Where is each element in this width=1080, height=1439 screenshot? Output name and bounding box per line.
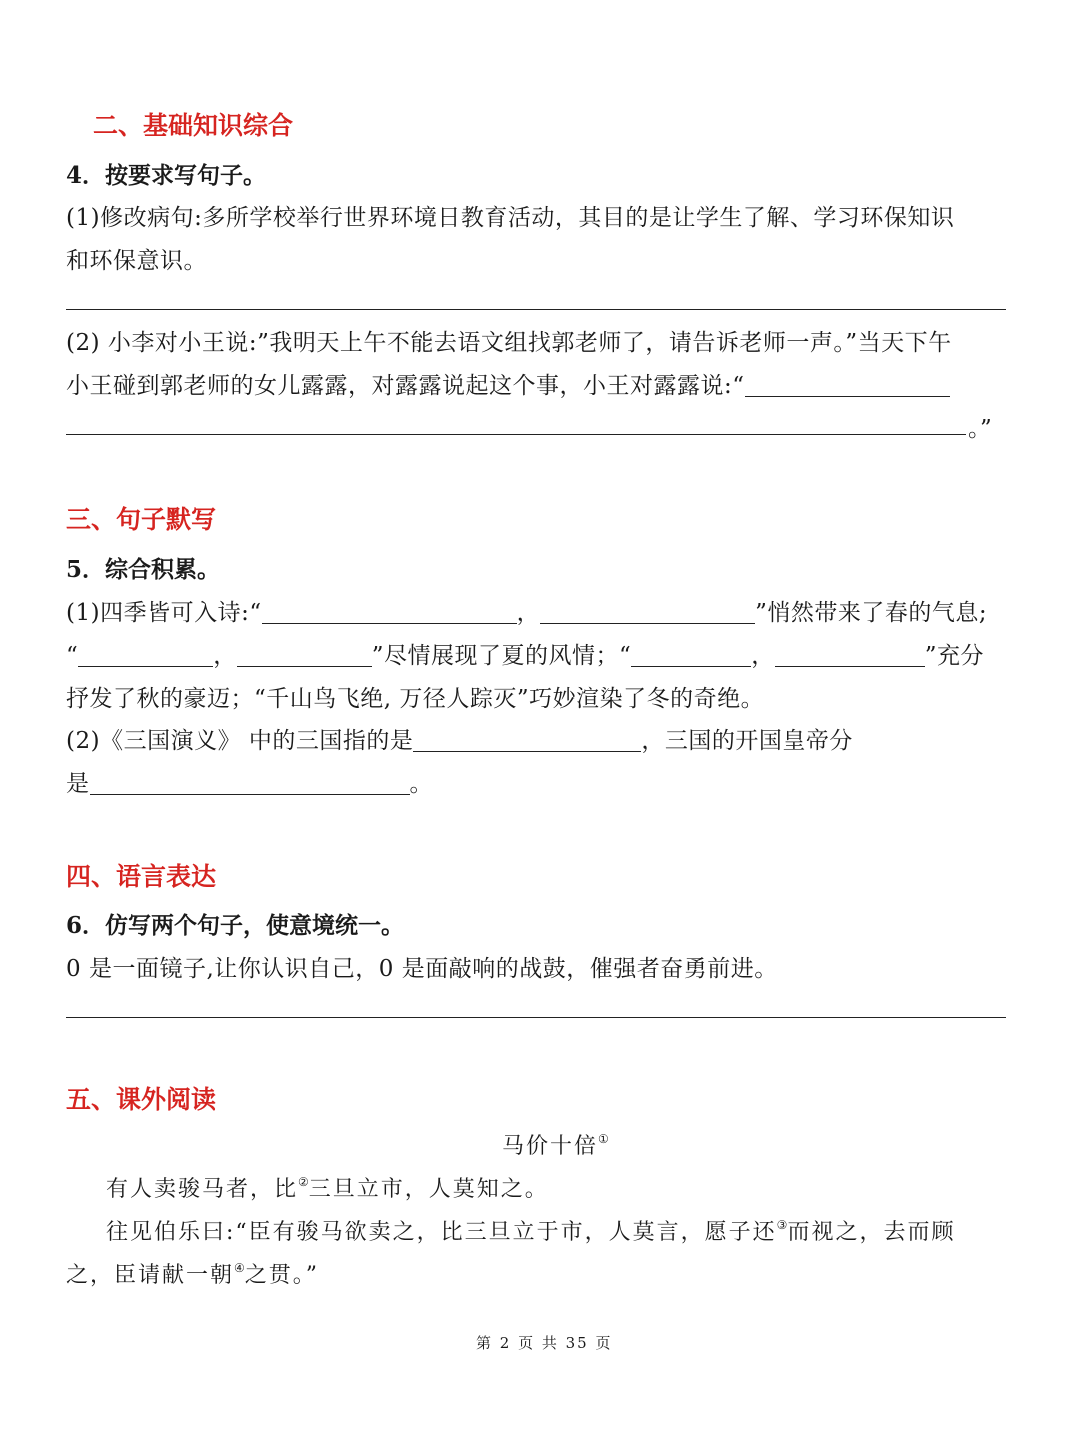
- question-5-title: 5．综合积累。: [66, 556, 221, 583]
- comma: ，: [213, 643, 237, 669]
- q5-2-middle: ，三国的开国皇帝分: [641, 728, 853, 754]
- q5-1-summer-suffix: ”尽情展现了夏的风情；“: [371, 643, 632, 669]
- passage-title: [502, 1129, 609, 1160]
- p3-text-b: 之贯。”: [244, 1263, 320, 1288]
- question-6-title: 6．仿写两个句子，使意境统一。: [66, 912, 405, 939]
- question-5-2-line1: [66, 722, 853, 755]
- answer-blank-spring-2[interactable]: [540, 601, 755, 624]
- p2-text-a: 往见伯乐曰:“臣有骏马欲卖之，比三旦立于市，人莫言，愿子还: [106, 1220, 777, 1245]
- footnote-marker-3: ③: [776, 1218, 788, 1232]
- question-4-title: 4．按要求写句子。: [66, 162, 267, 189]
- question-4-2-text: 小王碰到郭老师的女儿露露，对露露说起这个事，小王对露露说:“: [66, 373, 745, 399]
- answer-blank-4-2a[interactable]: [745, 374, 950, 397]
- comma: ，: [751, 643, 775, 669]
- answer-blank-three-kingdoms[interactable]: [413, 729, 641, 752]
- q5-2-prefix: (2)《三国演义》 中的三国指的是: [66, 728, 414, 754]
- footnote-marker-1: ①: [598, 1132, 609, 1146]
- question-4-1-line2: 和环保意识。: [66, 248, 207, 274]
- section-3-heading: 三、句子默写: [66, 505, 217, 534]
- p1-text-b: 三旦立市，人莫知之。: [308, 1177, 549, 1202]
- question-4-1-line1: (1)修改病句:多所学校举行世界环境日教育活动，其目的是让学生了解、学习环保知识: [66, 205, 955, 231]
- answer-blank-emperors[interactable]: [90, 772, 410, 795]
- q5-1-autumn-suffix: ”充分: [924, 643, 985, 669]
- open-quote: “: [66, 643, 79, 669]
- question-5-1-line3: 抒发了秋的豪迈；“千山鸟飞绝, 万径人踪灭”巧妙渲染了冬的奇绝。: [66, 686, 765, 712]
- q5-1-spring-suffix: ”悄然带来了春的气息;: [755, 600, 988, 626]
- passage-paragraph-1: [106, 1172, 549, 1203]
- q5-1-prefix: (1)四季皆可入诗:“: [66, 600, 262, 626]
- question-6-text: 0 是一面镜子,让你认识自己，0 是面敲响的战鼓，催强者奋勇前进。: [66, 956, 778, 982]
- answer-line-4-2b[interactable]: [66, 434, 966, 435]
- passage-paragraph-2-line1: [106, 1215, 955, 1246]
- question-4-2-end: 。”: [968, 416, 993, 442]
- passage-paragraph-2-line2: [66, 1258, 319, 1289]
- footnote-marker-2: ②: [298, 1175, 309, 1189]
- comma: ，: [516, 600, 541, 626]
- section-4-heading: 四、语言表达: [66, 862, 217, 891]
- page-number: 第 2 页 共 35 页: [476, 1334, 613, 1352]
- answer-blank-summer-2[interactable]: [237, 644, 372, 667]
- p3-text-a: 之，臣请献一朝: [66, 1263, 235, 1288]
- passage-title-text: 马价十倍: [502, 1134, 599, 1159]
- answer-blank-summer-1[interactable]: [78, 644, 213, 667]
- p1-text-a: 有人卖骏马者，比: [106, 1177, 299, 1202]
- answer-line-6[interactable]: [66, 1017, 1006, 1018]
- answer-blank-spring-1[interactable]: [262, 601, 517, 624]
- section-2-heading: 二、基础知识综合: [93, 111, 294, 140]
- answer-blank-autumn-1[interactable]: [631, 644, 751, 667]
- question-5-1-line2: [66, 637, 984, 670]
- footnote-marker-4: ④: [234, 1261, 245, 1275]
- question-4-2-line1: (2) 小李对小王说:”我明天上午不能去语文组找郭老师了，请告诉老师一声。”当天下午: [66, 330, 952, 356]
- period: 。: [409, 771, 433, 797]
- p2-text-b: 而视之，去而顾: [787, 1220, 956, 1245]
- answer-line-4-1[interactable]: [66, 309, 1006, 310]
- section-5-heading: 五、课外阅读: [66, 1085, 217, 1114]
- answer-blank-autumn-2[interactable]: [775, 644, 925, 667]
- question-5-1-line1: [66, 594, 987, 627]
- question-5-2-line2: [66, 765, 433, 798]
- q5-2-shi: 是: [66, 771, 90, 797]
- question-4-2-line2: [66, 367, 950, 400]
